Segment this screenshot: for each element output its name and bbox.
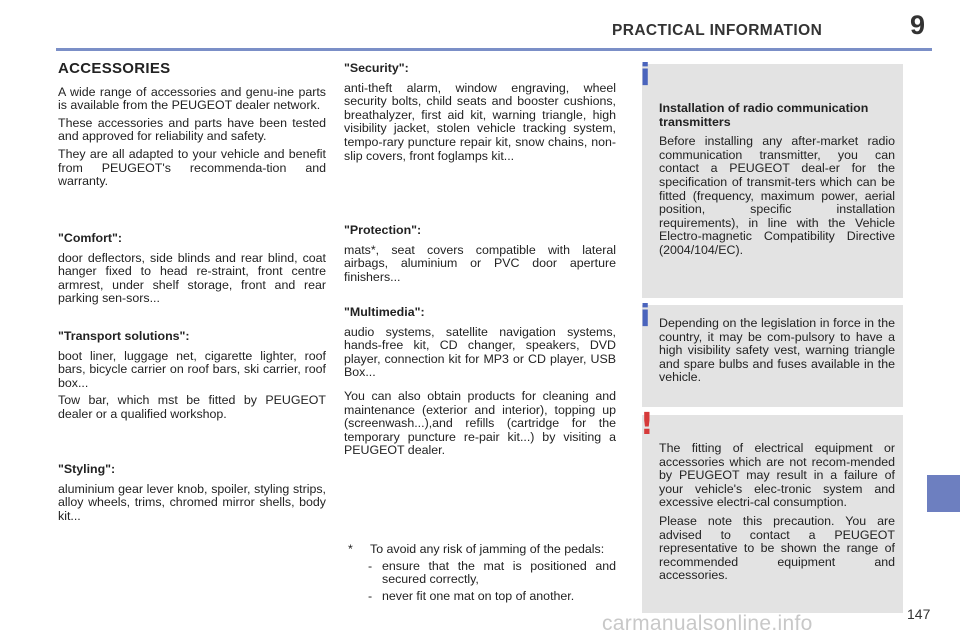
legislation-text: Depending on the legislation in force in the country, it may be com-pulsory to have a high visibility safety vest, warning triangle and spare bulbs and fuses available in the vehicle. <box>659 316 895 385</box>
cleaning-text: You can also obtain products for cleaning and maintenance (exterior and interior), topping up (screenwash...),and refills (cartridge for the temporary puncture re-pair kit...) by visiting a PEUGEOT dealer. <box>344 389 616 458</box>
radio-title: Installation of radio communication transmitters <box>659 101 869 129</box>
footnote-dash: - <box>368 588 373 603</box>
info-icon: i <box>640 299 651 334</box>
radio-text: Before installing any after-market radio communication transmitter, you can contact a PEUGEOT deal-er for the specification of transmit-ters which can be fitted (frequency, maximum power, aerial position, specific installation requirements), in line with the Vehicle Electro-magnetic Compatibility Directive (2004/104/EC). <box>659 134 895 257</box>
security-section <box>344 62 616 167</box>
comfort-section <box>58 232 326 310</box>
info-box-radio <box>640 58 903 298</box>
warning-text: Please note this precaution. You are advised to contact a PEUGEOT representative to be shown the range of recommended equipment and accessories. <box>659 513 895 583</box>
page-header-title: PRACTICAL INFORMATION <box>612 22 823 39</box>
security-text: anti-theft alarm, window engraving, wheel security bolts, child seats and booster cushions, breathalyzer, first aid kit, warning triangle, high visibility jacket, stolen vehicle tracking system, tempo-rary puncture repair kit, snow chains, non-slip covers, front foglamps kit... <box>344 80 616 163</box>
warning-text: The fitting of electrical equipment or accessories which are not recom-mended by PEUGEOT may result in a failure of your vehicle's elec-tronic system and excessive electri-cal consumption. <box>659 441 895 510</box>
page-number: 147 <box>907 606 931 622</box>
warning-box <box>640 407 903 613</box>
comfort-title: "Comfort": <box>58 231 123 245</box>
multimedia-title: "Multimedia": <box>344 305 425 319</box>
footnote-dash: - <box>368 558 373 573</box>
protection-text: mats*, seat covers compatible with lateral airbags, aluminium or PVC door aperture finishers... <box>344 242 616 284</box>
styling-title: "Styling": <box>58 462 116 476</box>
multimedia-text: audio systems, satellite navigation systems, hands-free kit, CD changer, speakers, DVD player, connection kit for MP3 or CD player, USB Box... <box>344 324 616 380</box>
chapter-tab <box>927 475 960 512</box>
transport-title: "Transport solutions": <box>58 329 190 343</box>
footnote-item: never fit one mat on top of another. <box>382 588 575 603</box>
protection-title: "Protection": <box>344 223 422 237</box>
styling-section <box>58 463 326 527</box>
cleaning-section <box>344 390 616 462</box>
footnote <box>344 543 616 603</box>
section-heading: ACCESSORIES <box>58 60 171 77</box>
transport-text: boot liner, luggage net, cigarette lighter, roof bars, bicycle carrier on roof bars, ski carrier, roof box... <box>58 348 326 390</box>
watermark: carmanualsonline.info <box>602 612 813 635</box>
footnote-star: * <box>348 542 353 556</box>
multimedia-section <box>344 306 616 384</box>
warning-icon: ! <box>640 407 654 442</box>
intro-paragraph: These accessories and parts have been tested and approved for reliability and safety. <box>58 115 326 144</box>
intro-paragraph: A wide range of accessories and genu-ine parts is available from the PEUGEOT dealer network. <box>58 84 326 113</box>
transport-section <box>58 330 326 426</box>
towbar-text: Tow bar, which mst be fitted by PEUGEOT dealer or a qualified workshop. <box>58 393 326 421</box>
comfort-text: door deflectors, side blinds and rear blind, coat hanger fixed to head re-straint, front centre armrest, under shelf storage, front and rear parking sen-sors... <box>58 250 326 306</box>
left-column <box>58 62 326 193</box>
footnote-item: ensure that the mat is positioned and secured correctly, <box>382 558 616 587</box>
info-icon: i <box>640 58 651 93</box>
intro-paragraph: They are all adapted to your vehicle and benefit from PEUGEOT's recommenda-tion and warranty. <box>58 146 326 189</box>
chapter-number: 9 <box>910 10 926 40</box>
security-title: "Security": <box>344 61 409 75</box>
footnote-text: To avoid any risk of jamming of the pedals: <box>370 542 605 556</box>
header-divider <box>56 48 932 51</box>
protection-section <box>344 224 616 288</box>
info-box-legislation <box>640 299 903 407</box>
styling-text: aluminium gear lever knob, spoiler, styling strips, alloy wheels, trims, chromed mirror shells, body kit... <box>58 481 326 523</box>
